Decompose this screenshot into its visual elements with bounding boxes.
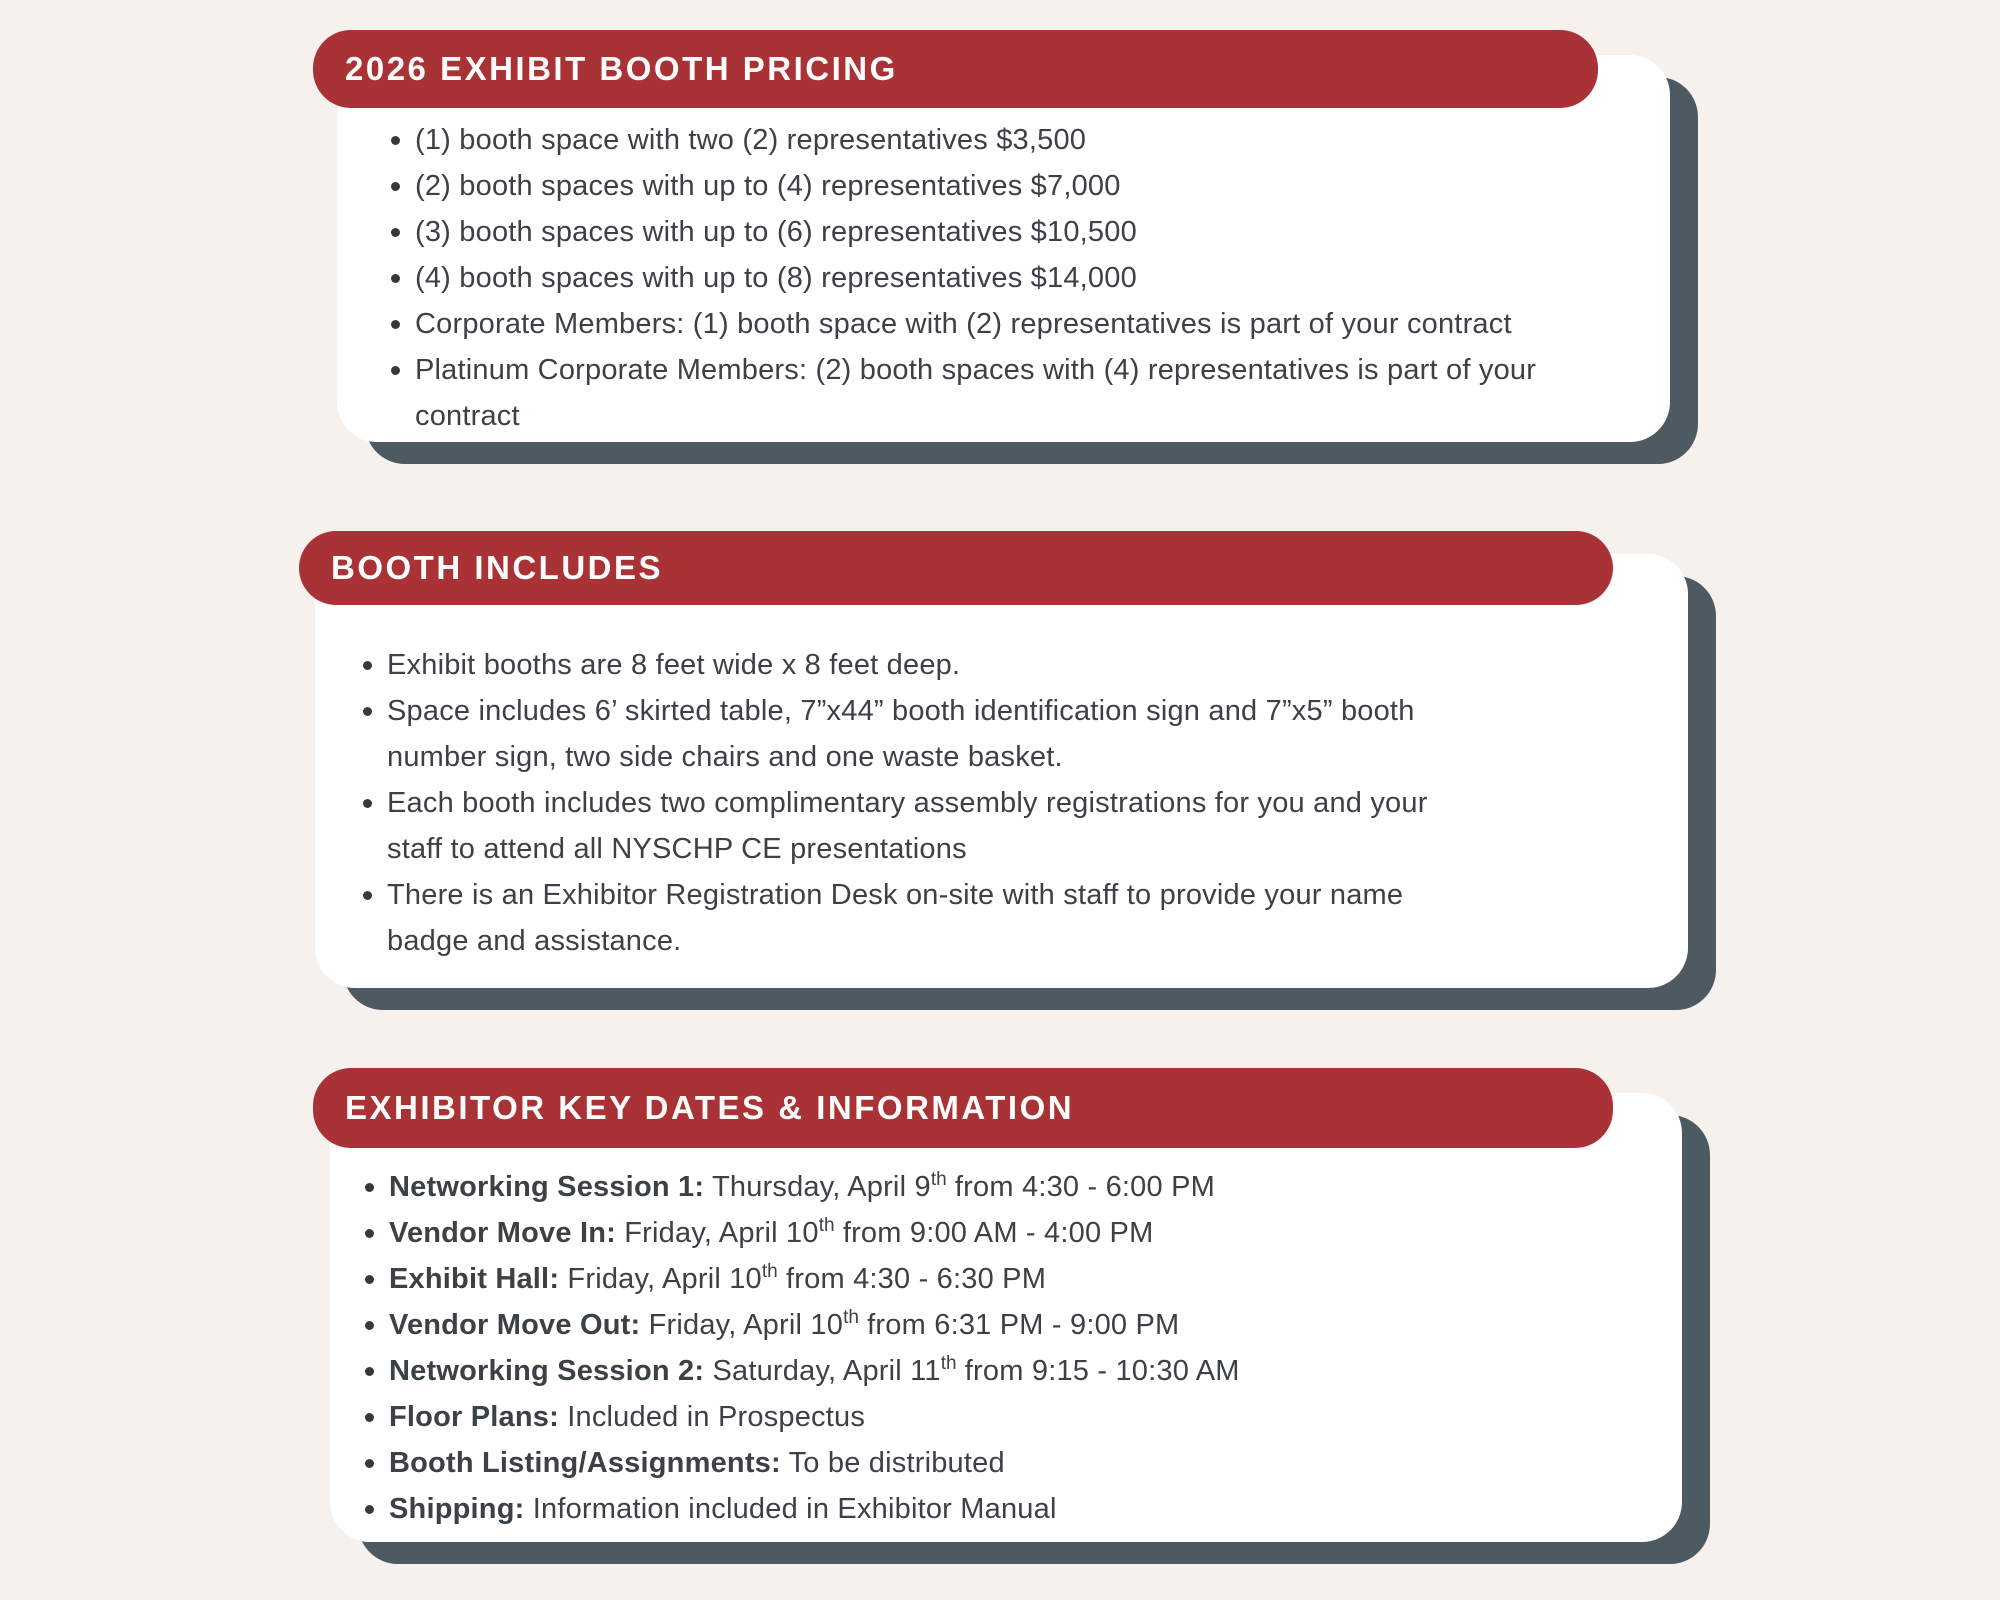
section-title: EXHIBITOR KEY DATES & INFORMATION <box>345 1089 1075 1126</box>
pricing-list <box>337 55 1670 439</box>
section-header-pricing <box>313 30 1598 108</box>
list-item: (2) booth spaces with up to (4) representatives $7,000 <box>389 163 1650 209</box>
list-item: Shipping: Information included in Exhibitor Manual <box>363 1486 1662 1532</box>
list-item: Platinum Corporate Members: (2) booth spaces with (4) representatives is part of your contract <box>389 347 1650 439</box>
list-item: Exhibit booths are 8 feet wide x 8 feet deep. <box>361 642 1668 688</box>
list-item: (4) booth spaces with up to (8) representatives $14,000 <box>389 255 1650 301</box>
list-item: Vendor Move In: Friday, April 10th from 9:00 AM - 4:00 PM <box>363 1210 1662 1256</box>
list-item: Booth Listing/Assignments: To be distributed <box>363 1440 1662 1486</box>
list-item: Each booth includes two complimentary assembly registrations for you and your staff to attend all NYSCHP CE presentations <box>361 780 1668 872</box>
list-item: There is an Exhibitor Registration Desk on-site with staff to provide your name badge and assistance. <box>361 872 1668 964</box>
section-header-key-dates <box>313 1068 1613 1148</box>
key-dates-list <box>330 1093 1682 1532</box>
list-item: Space includes 6’ skirted table, 7”x44” booth identification sign and 7”x5” booth number sign, two side chairs and one waste basket. <box>361 688 1668 780</box>
section-title: 2026 EXHIBIT BOOTH PRICING <box>345 50 898 87</box>
list-item: Vendor Move Out: Friday, April 10th from 6:31 PM - 9:00 PM <box>363 1302 1662 1348</box>
list-item: Exhibit Hall: Friday, April 10th from 4:30 - 6:30 PM <box>363 1256 1662 1302</box>
pricing-card <box>337 55 1670 442</box>
list-item: Floor Plans: Included in Prospectus <box>363 1394 1662 1440</box>
key-dates-card <box>330 1093 1682 1542</box>
section-title: BOOTH INCLUDES <box>331 549 663 586</box>
list-item: Networking Session 1: Thursday, April 9th from 4:30 - 6:00 PM <box>363 1164 1662 1210</box>
includes-list <box>315 554 1688 964</box>
list-item: (3) booth spaces with up to (6) representatives $10,500 <box>389 209 1650 255</box>
list-item: (1) booth space with two (2) representatives $3,500 <box>389 117 1650 163</box>
list-item: Networking Session 2: Saturday, April 11th from 9:15 - 10:30 AM <box>363 1348 1662 1394</box>
list-item: Corporate Members: (1) booth space with (2) representatives is part of your contract <box>389 301 1650 347</box>
section-header-includes <box>299 531 1613 605</box>
includes-card <box>315 554 1688 988</box>
